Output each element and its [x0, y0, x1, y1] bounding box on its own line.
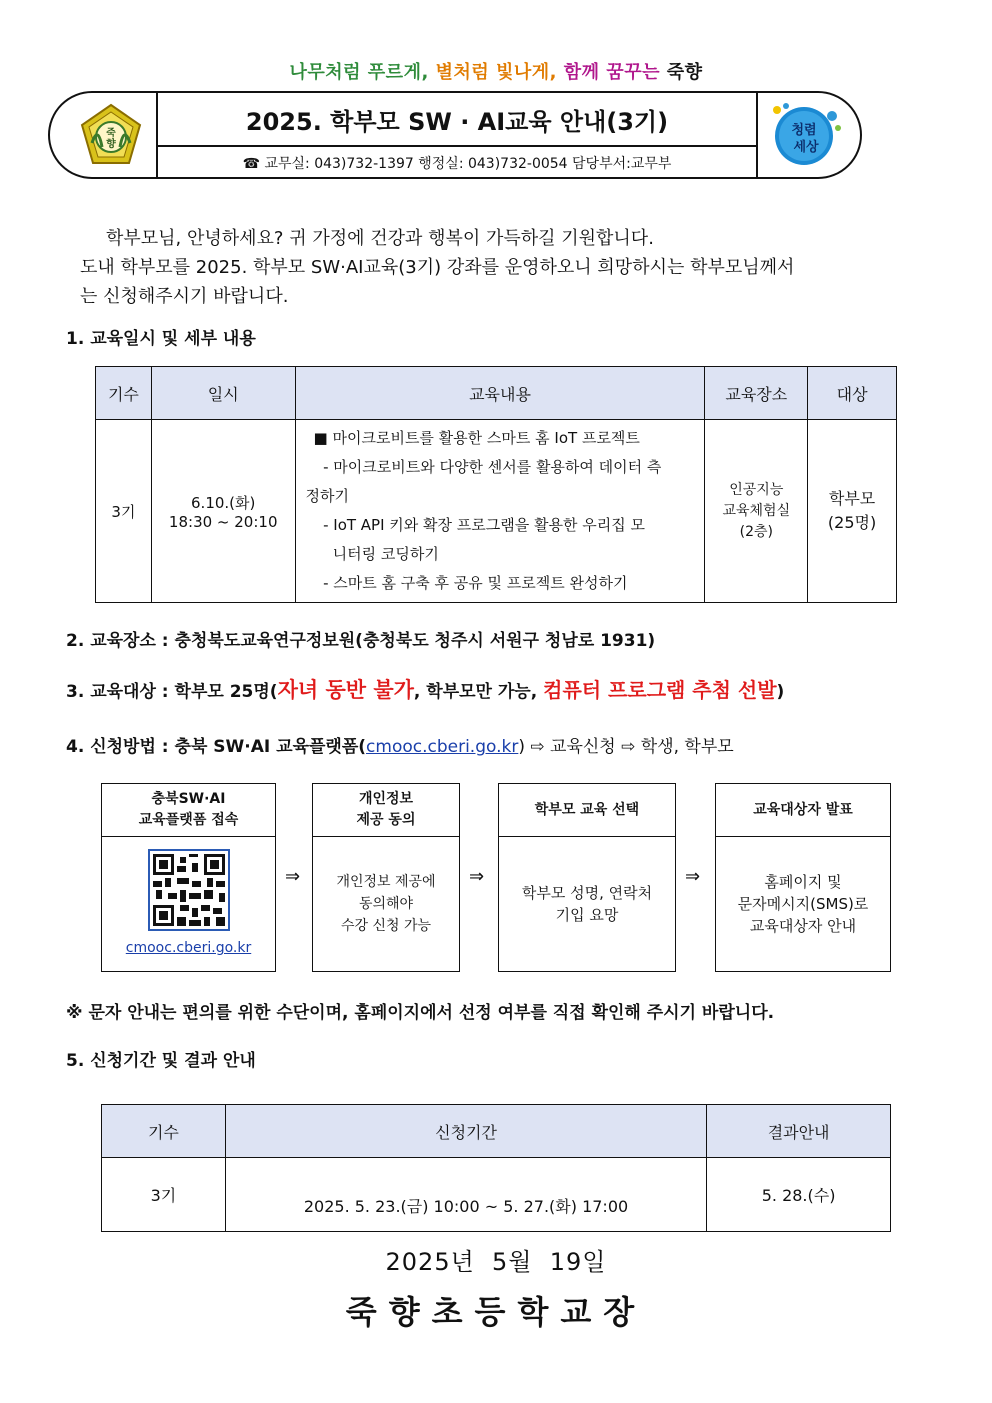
- issue-date: 2025년 5월 19일: [385, 1248, 607, 1276]
- step-2-header-line-2: 제공 동의: [356, 812, 416, 828]
- platform-link[interactable]: cmooc.cberi.go.kr: [366, 737, 519, 757]
- step-1-header-line-1: 충북SW·AI: [151, 791, 226, 807]
- term-cell: 3기: [102, 1158, 226, 1232]
- section-3-text: [66, 674, 784, 704]
- header-term: 기수: [102, 1105, 226, 1158]
- content-line-5: 니터링 코딩하기: [313, 545, 439, 563]
- content-line-1: ■ 마이크로비트를 활용한 스마트 홈 IoT 프로젝트: [313, 429, 640, 447]
- table-row: [96, 420, 897, 603]
- arrow-icon: ⇒: [685, 866, 701, 887]
- contact-info: ☎ 교무실: 043)732-1397 행정실: 043)732-0054 담당부서:교무부: [242, 156, 672, 172]
- section-2-text: [66, 626, 655, 651]
- qr-code-icon[interactable]: [148, 849, 230, 931]
- header-datetime: 일시: [151, 367, 295, 420]
- no-children-note: 자녀 동반 불가: [277, 678, 414, 702]
- result-cell: 5. 28.(수): [707, 1158, 891, 1232]
- section-2-label: 2. 교육장소 : 충청북도교육연구정보원(충청북도 청주시 서원구 청남로 1931): [66, 631, 656, 651]
- period-cell: 2025. 5. 23.(금) 10:00 ~ 5. 27.(화) 17:00: [225, 1158, 706, 1232]
- step-4-body-line-1: 홈페이지 및: [764, 873, 842, 891]
- emblem-text-bottom: 향: [106, 139, 116, 150]
- document-title: 2025. 학부모 SW · AI교육 안내(3기): [245, 108, 669, 136]
- lottery-note: 컴퓨터 프로그램 추첨 선발: [543, 678, 777, 702]
- datetime-cell: [151, 420, 295, 603]
- step-2-header: [313, 784, 459, 837]
- step-1-box: [101, 783, 276, 972]
- step-4-box: [715, 783, 891, 972]
- step-2-header-line-1: 개인정보: [358, 791, 414, 807]
- content-line-4: - IoT API 키와 확장 프로그램을 활용한 우리집 모: [313, 516, 645, 534]
- application-period-table: [101, 1104, 891, 1232]
- place-line-3: (2층): [739, 523, 773, 540]
- slogan-part-1: 나무처럼 푸르게,: [289, 62, 429, 83]
- table-row: [102, 1158, 891, 1232]
- integrity-logo-icon: [764, 98, 846, 170]
- step-1-body: [102, 837, 275, 971]
- intro-line-1: 학부모님, 안녕하세요? 귀 가정에 건강과 행복이 가득하길 기원합니다.: [106, 228, 654, 249]
- slogan-part-2: 별처럼 빛나게,: [428, 62, 557, 83]
- step-2-body-line-3: 수강 신청 가능: [340, 918, 432, 934]
- principal-signature: 죽향초등학교장: [345, 1293, 647, 1331]
- emblem-text-top: 죽: [106, 128, 116, 139]
- step-1-header: [102, 784, 275, 837]
- target-line-1: 학부모: [828, 489, 876, 508]
- header-result: 결과안내: [707, 1105, 891, 1158]
- step-1-header-line-2: 교육플랫폼 접속: [138, 812, 239, 828]
- header-term: 기수: [96, 367, 152, 420]
- content-line-6: - 스마트 홈 구축 후 공유 및 프로젝트 완성하기: [313, 574, 628, 592]
- header-divider: [156, 145, 758, 147]
- section-4-label: 4. 신청방법 : 충북 SW·AI 교육플랫폼(: [66, 737, 367, 757]
- step-3-box: [498, 783, 676, 972]
- header-place: 교육장소: [705, 367, 808, 420]
- arrow-icon: ⇒: [285, 866, 301, 887]
- step-4-body: [716, 837, 890, 971]
- slogan: [0, 58, 992, 87]
- sms-notice: ※ 문자 안내는 편의를 위한 수단이며, 홈페이지에서 선정 여부를 직접 확인해 주시기 바랍니다.: [66, 1003, 775, 1023]
- intro-line-3: 는 신청해주시기 바랍니다.: [80, 286, 289, 307]
- logo-text-2: 세상: [793, 140, 819, 155]
- header-content: 교육내용: [295, 367, 705, 420]
- intro-line-2: 도내 학부모를 2025. 학부모 SW·AI교육(3기) 강좌를 운영하오니 희망하시는 학부모님께서: [80, 257, 795, 278]
- section-5-heading: 5. 신청기간 및 결과 안내: [66, 1051, 256, 1071]
- step-2-body-line-2: 동의해야: [358, 896, 414, 912]
- step-3-header: 학부모 교육 선택: [499, 784, 675, 837]
- date-text: 6.10.(화): [191, 493, 256, 512]
- qr-link[interactable]: cmooc.cberi.go.kr: [125, 940, 252, 956]
- slogan-part-3: 함께 꿈꾸는: [557, 62, 660, 83]
- term-cell: 3기: [96, 420, 152, 603]
- place-line-2: 교육체험실: [722, 502, 791, 519]
- period-table-header: [102, 1105, 891, 1158]
- step-3-body: [499, 837, 675, 971]
- section-4-rest: ) ⇨ 교육신청 ⇨ 학생, 학부모: [518, 737, 734, 757]
- content-line-3: 정하기: [305, 487, 350, 505]
- header-period: 신청기간: [225, 1105, 706, 1158]
- header-target: 대상: [808, 367, 897, 420]
- schedule-table: [95, 366, 897, 603]
- logo-text-1: 청렴: [791, 123, 817, 138]
- step-4-header: 교육대상자 발표: [716, 784, 890, 837]
- section-3-label: 3. 교육대상 : 학부모 25명(: [66, 682, 278, 702]
- step-4-body-line-2: 문자메시지(SMS)로: [737, 895, 869, 913]
- step-2-box: [312, 783, 460, 972]
- school-emblem-icon: [78, 103, 144, 167]
- target-line-2: (25명): [827, 513, 877, 532]
- step-3-body-line-2: 기입 요망: [555, 906, 619, 924]
- content-line-2: - 마이크로비트와 다양한 센서를 활용하여 데이터 측: [313, 458, 662, 476]
- schedule-table-header: [96, 367, 897, 420]
- section-3-mid: , 학부모만 가능,: [413, 682, 544, 702]
- target-cell: [808, 420, 897, 603]
- arrow-icon: ⇒: [469, 866, 485, 887]
- time-text: 18:30 ~ 20:10: [168, 512, 278, 531]
- place-line-1: 인공지능: [729, 481, 784, 498]
- section-1-heading: 1. 교육일시 및 세부 내용: [66, 329, 256, 349]
- slogan-part-4: 죽향: [659, 62, 703, 83]
- step-3-body-line-1: 학부모 성명, 연락처: [521, 884, 653, 902]
- step-4-body-line-3: 교육대상자 안내: [749, 917, 857, 935]
- section-3-end: ): [776, 682, 785, 702]
- step-2-body-line-1: 개인정보 제공에: [336, 874, 436, 890]
- section-4-text: [66, 732, 734, 757]
- place-cell: [705, 420, 808, 603]
- step-2-body: [313, 837, 459, 971]
- content-cell: [295, 420, 705, 603]
